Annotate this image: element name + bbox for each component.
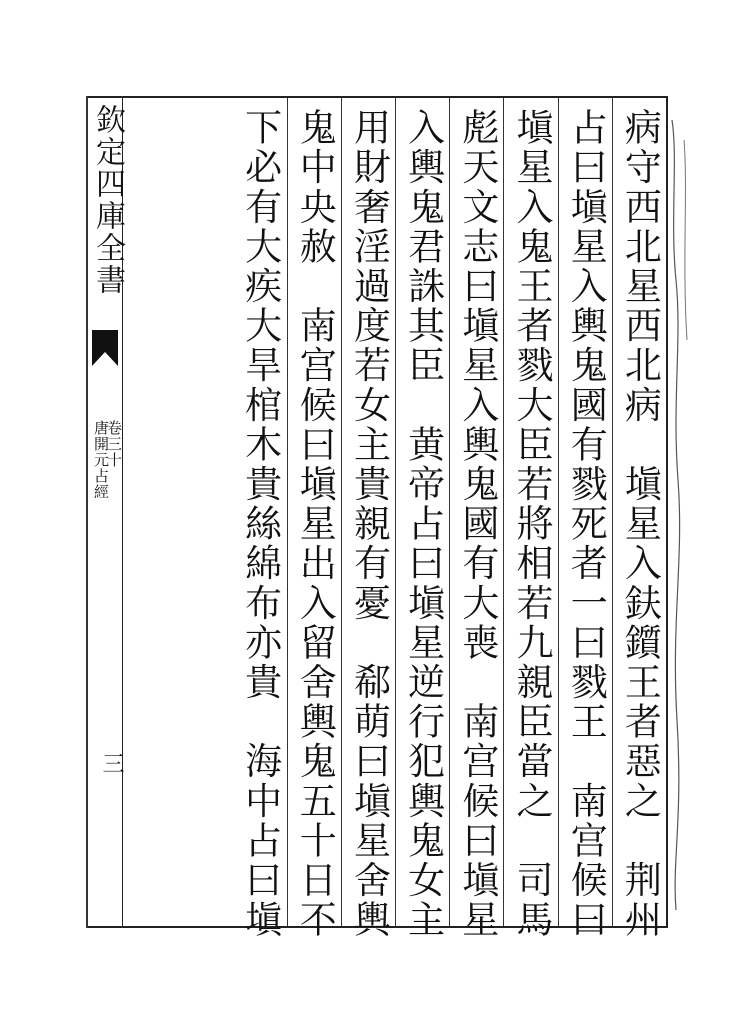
text-column [612, 98, 666, 940]
column-text: 占曰塡星入輿鬼國有戮死者一曰戮王 南宫候曰 [564, 108, 608, 940]
text-column [287, 98, 341, 940]
text-column [449, 98, 503, 940]
column-text: 用財奢淫過度若女主貴親有憂 郗萌曰塡星舍輿 [347, 108, 391, 940]
text-columns [124, 98, 666, 940]
text-column [341, 98, 395, 940]
collection-title: 欽定四庫全書 [90, 104, 125, 296]
column-text: 入輿鬼君誅其臣 黄帝占曰塡星逆行犯輿鬼女主 [401, 108, 445, 940]
fishtail-mark-icon [92, 330, 118, 366]
page-number: 三 [99, 752, 124, 774]
column-text: 塡星入鬼王者戮大臣若將相若九親臣當之 司馬 [510, 108, 554, 940]
text-column [558, 98, 612, 940]
text-column [395, 98, 449, 940]
text-column [503, 98, 557, 940]
column-text: 鬼中央赦 南宫候曰塡星出入留舍輿鬼五十日不 [293, 108, 337, 940]
column-text: 病守西北星西北病 塡星入鈇鑕王者惡之 荆州 [618, 108, 662, 940]
column-text: 下必有大疾大旱棺木貴絲綿布亦貴 海中占曰塡 [238, 108, 282, 940]
page-edge-marks-icon [668, 100, 708, 920]
text-column [233, 98, 287, 940]
volume-label: 卷三十 [105, 420, 123, 468]
book-title: 唐開元占經 [92, 420, 110, 500]
column-text: 彪天文志曰塡星入輿鬼國有大喪 南宫候曰塡星 [455, 108, 499, 940]
